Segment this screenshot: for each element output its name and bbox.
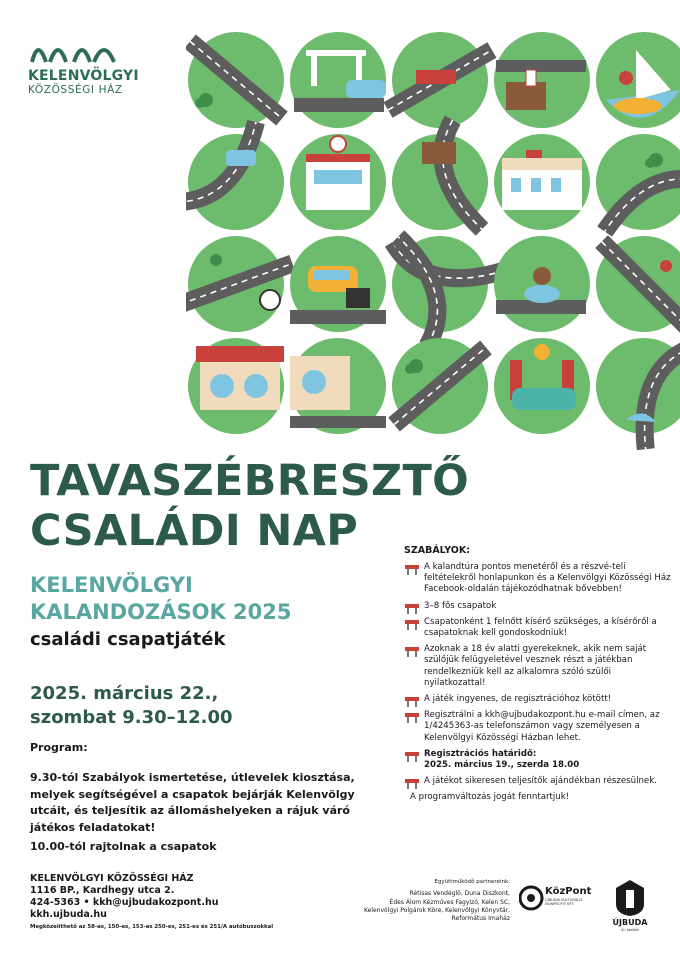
rule-text: A játék ingyenes, de regisztrációhoz kötött! [424, 694, 612, 705]
circle-tile [186, 122, 284, 230]
title-line1: TAVASZÉBRESZTŐ [30, 456, 470, 506]
contact-web: kkh.ujbuda.hu [30, 909, 107, 920]
rule-item [404, 710, 672, 744]
rule-item [404, 694, 672, 705]
contact-transport: Megközelíthető az 58-as, 150-es, 153-as 250-es, 251-es és 251/A autóbuszokkal [30, 924, 274, 930]
rule-item [404, 562, 672, 596]
circle-tile [290, 32, 386, 128]
program-item: 9.30-tól Szabályok ismertetése, útlevelek kiosztása, melyek segítségével a csapatok bejárják Kelenvölgy utcáit, és teljesítik az állomáshelyeken a rájuk váró játékos feladatokat! [30, 771, 355, 834]
partners-line: Református Imaház [451, 915, 510, 923]
event-title [30, 456, 469, 556]
kelenvolgyi-logo [28, 34, 158, 96]
title-line2: CSALÁDI NAP [30, 506, 359, 556]
barrier-icon [404, 750, 420, 762]
rule-text: Regisztrálni a kkh@ujbudakozpont.hu e-mail címen, az 1/4245363-as telefonszámon vagy személyesen a Kelenvölgyi Közösségi Házban lehet. [424, 710, 660, 743]
kozpont-name: KözPont [545, 886, 592, 897]
town-map-illustration [186, 30, 680, 450]
rule-text: Csapatonként 1 felnőtt kísérő szükséges, a kísérőről a csapatoknak kell gondoskodniuk! [424, 616, 657, 639]
rule-deadline [404, 749, 672, 771]
circle-tile [186, 236, 295, 332]
rule-item [404, 644, 672, 689]
ujbuda-crest-icon [610, 878, 650, 918]
circle-tile [388, 338, 491, 434]
barrier-icon [404, 563, 420, 575]
partners-line: Kelenvölgyi Polgárok Köre, Kelenvölgyi Könyvtár, [364, 906, 510, 914]
program-item: 10.00-tól rajtolnak a csapatok [30, 840, 217, 853]
circle-tile [596, 338, 680, 449]
barrier-icon [404, 602, 420, 614]
circle-tile [186, 32, 288, 128]
deadline-label: Regisztrációs határidő: [424, 748, 537, 759]
ujbuda-name: ÚJBUDA [612, 918, 648, 927]
contact-name: KELENVÖLGYI KÖZÖSSÉGI HÁZ [30, 873, 194, 884]
contact-phone-email: 424-5363 • kkh@ujbudakozpont.hu [30, 897, 219, 908]
kozpont-sub: ÚJBUDAI KULTURÁLIS NONPROFIT KFT. [545, 898, 583, 907]
rules-heading: SZABÁLYOK: [404, 545, 471, 556]
date-line2: szombat 9.30–12.00 [30, 707, 233, 728]
ujbuda-sub: XI. kerület [621, 928, 639, 932]
circle-tile [384, 32, 497, 128]
circle-tile [290, 338, 386, 434]
barrier-icon [404, 777, 420, 789]
circle-tile [290, 134, 386, 230]
circle-tile [494, 32, 590, 128]
rule-text: Azoknak a 18 év alatti gyerekeknek, akik nem saját szülőjük felügyeletével vesznek részt a játékban rendelkezniük kell az alkalomra szóló szülői nyilatkozattal! [424, 644, 647, 688]
barrier-icon [404, 695, 420, 707]
rules-section [404, 545, 672, 802]
program-label: Program: [30, 741, 88, 754]
partners-line: Rétisas Vendéglő, Duna Diszkont, [409, 890, 510, 898]
circle-tile [494, 134, 590, 230]
subtitle-line1: KELENVÖLGYI [30, 573, 193, 597]
barrier-icon [404, 618, 420, 630]
rule-item [404, 601, 672, 612]
partners-line: Édes Álom Kézműves Fagyizó, Kelen SC, [389, 898, 510, 906]
deadline-value: 2025. március 19., szerda 18.00 [424, 760, 580, 771]
circle-tile [595, 235, 680, 333]
barrier-icon [404, 645, 420, 657]
partners-heading: Együttműködő partnereink: [434, 879, 510, 885]
rule-text: A kalandtúra pontos menetéről és a részvé-teli feltételekről honlapunkon és a Kelenvölgyi Közösségi Ház Facebook-oldalán tájékozódhatnak bővebben! [424, 562, 671, 595]
circle-tile [494, 338, 590, 434]
date-line1: 2025. március 22., [30, 683, 219, 704]
circle-tile [290, 236, 386, 332]
event-subtitle [30, 572, 292, 626]
subtitle-line2: KALANDOZÁSOK 2025 [30, 600, 292, 624]
rule-text: 3–8 fős csapatok [424, 600, 497, 611]
partners-block [304, 878, 510, 923]
circle-tile [494, 236, 590, 332]
contact-address: 1116 BP., Kardhegy utca 2. [30, 885, 175, 896]
logo-line1: KELENVÖLGYI [28, 68, 139, 84]
logo-wave-icon [28, 34, 124, 64]
barrier-icon [404, 711, 420, 723]
event-type: családi csapatjáték [30, 629, 226, 650]
rule-item [404, 617, 672, 639]
rule-text: A játékot sikeresen teljesítők ajándékban részesülnek. [424, 776, 657, 787]
contact-block [30, 873, 273, 933]
circle-tile [596, 32, 680, 128]
rule-item [404, 776, 672, 787]
rules-footer: A programváltozás jogát fenntartjuk! [410, 792, 570, 803]
event-date [30, 682, 233, 730]
logo-line2: KÖZÖSSÉGI HÁZ [28, 84, 123, 96]
